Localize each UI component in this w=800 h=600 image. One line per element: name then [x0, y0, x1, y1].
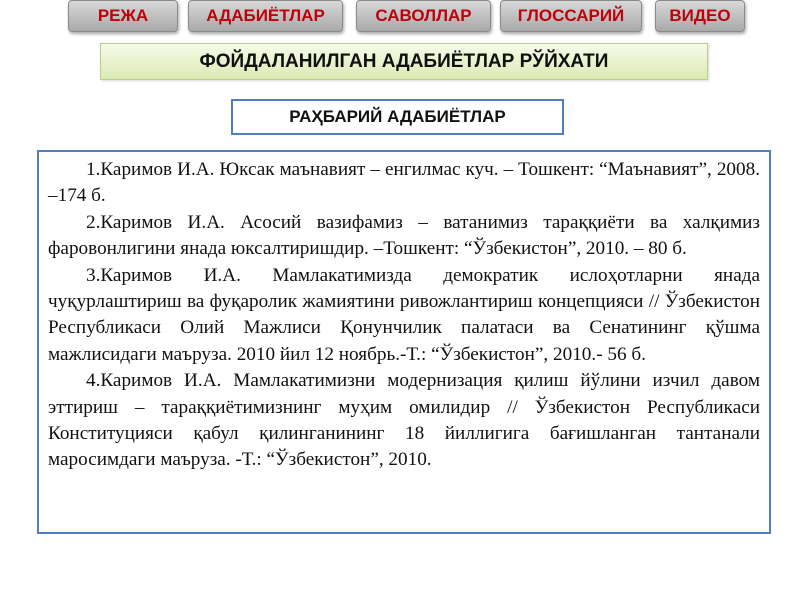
top-navigation: [0, 0, 800, 34]
reference-item: 1.Каримов И.А. Юксак маънавият – енгилмас куч. – Тошкент: “Маънавият”, 2008. –174 б.: [48, 159, 760, 207]
section-heading: РАҲБАРИЙ АДАБИЁТЛАР: [231, 99, 564, 135]
reference-item: 4.Каримов И.А. Мамлакатимизни модернизация қилиш йўлини изчил давом эттириш – тараққиётимизнинг муҳим омилидир // Ўзбекистон Республикаси Конституцияси қабул қилинганининг 18 йиллигига бағишланган тантанали маросимдаги маъруза. -Т.: “Ўзбекистон”, 2010.: [48, 370, 760, 471]
nav-button-video[interactable]: ВИДЕО: [655, 0, 745, 32]
reference-item: 2.Каримов И.А. Асосий вазифамиз – ватанимиз тараққиёти ва халқимиз фаровонлигини янада юксалтиришдир. –Тошкент: “Ўзбекистон”, 2010. – 80 б.: [48, 211, 760, 260]
page-title: ФОЙДАЛАНИЛГАН АДАБИЁТЛАР РЎЙХАТИ: [100, 43, 708, 80]
nav-button-literature[interactable]: АДАБИЁТЛАР: [188, 0, 343, 32]
nav-button-plan[interactable]: РЕЖА: [68, 0, 178, 32]
reference-item: 3.Каримов И.А. Мамлакатимизда демократик ислоҳотларни янада чуқурлаштириш ва фуқаролик жамиятини ривожлантириш концепцияси // Ўзбекистон Республикаси Олий Мажлиси Қонунчилик палатаси ва Сенатининг қўшма мажлисидаги маъруза. 2010 йил 12 ноябрь.-Т.: “Ўзбекистон”, 2010.- 56 б.: [48, 264, 760, 365]
nav-button-glossary[interactable]: ГЛОССАРИЙ: [500, 0, 642, 32]
nav-button-questions[interactable]: САВОЛЛАР: [356, 0, 491, 32]
references-list: [37, 150, 771, 534]
